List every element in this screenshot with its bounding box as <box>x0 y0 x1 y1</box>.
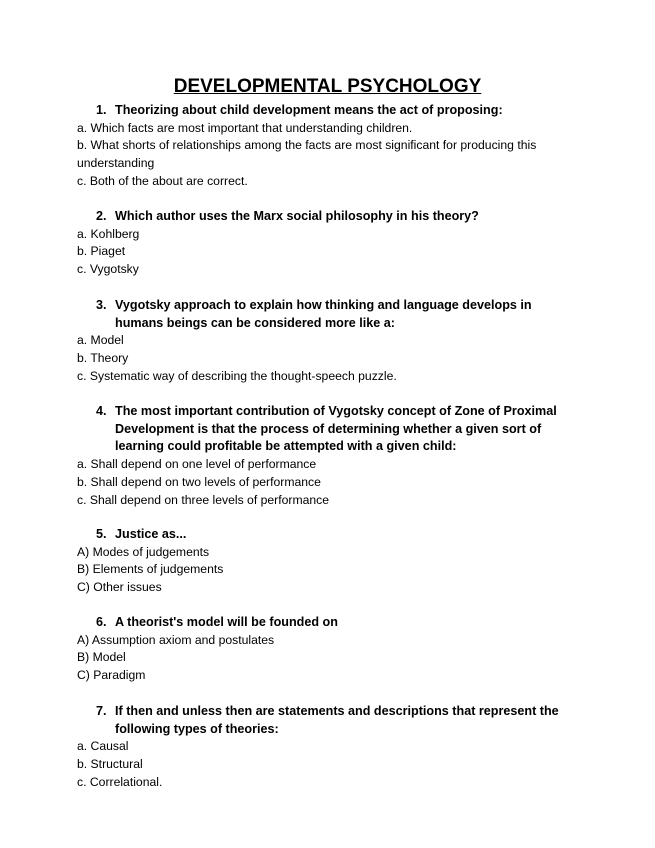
answer-option: a. Causal <box>77 739 129 754</box>
question-1 <box>0 102 655 191</box>
answer-option: b. What shorts of relationships among the facts are most significant for producing this understanding <box>77 138 537 171</box>
answer-option: b. Piaget <box>77 244 126 259</box>
question-3 <box>0 297 655 386</box>
answer-options <box>0 226 655 279</box>
question-4 <box>0 403 655 509</box>
question-text: Vygotsky approach to explain how thinking and language develops in humans beings can be considered more like a: <box>115 298 532 330</box>
question-number: 3. <box>96 298 107 312</box>
question-text: Justice as... <box>115 527 187 541</box>
answer-options <box>0 332 655 385</box>
answer-option: b. Structural <box>77 757 143 772</box>
answer-options <box>0 632 655 685</box>
answer-options <box>0 456 655 509</box>
question-6 <box>0 614 655 685</box>
answer-option: A) Assumption axiom and postulates <box>77 632 275 647</box>
answer-options <box>0 544 655 597</box>
answer-option: b. Shall depend on two levels of performance <box>77 474 321 489</box>
question-7 <box>0 703 655 792</box>
question-number: 6. <box>96 615 107 629</box>
question-number: 4. <box>96 404 107 418</box>
answer-options <box>0 738 655 791</box>
answer-option: C) Paradigm <box>77 668 146 683</box>
answer-options <box>0 120 655 191</box>
question-stem <box>0 102 575 120</box>
answer-option: c. Vygotsky <box>77 262 139 277</box>
question-stem <box>0 703 575 738</box>
answer-option: a. Model <box>77 333 124 348</box>
answer-option: C) Other issues <box>77 580 162 595</box>
question-stem <box>0 614 575 632</box>
answer-option: B) Model <box>77 650 126 665</box>
question-text: A theorist's model will be founded on <box>115 615 338 629</box>
document-title: DEVELOPMENTAL PSYCHOLOGY <box>173 76 482 97</box>
answer-option: c. Shall depend on three levels of performance <box>77 492 330 507</box>
answer-option: a. Shall depend on one level of performance <box>77 457 317 472</box>
question-stem <box>0 297 575 332</box>
answer-option: c. Both of the about are correct. <box>77 173 248 188</box>
question-2 <box>0 208 655 279</box>
answer-option: B) Elements of judgements <box>77 562 224 577</box>
question-text: If then and unless then are statements and descriptions that represent the following types of theories: <box>115 704 559 736</box>
answer-option: A) Modes of judgements <box>77 544 210 559</box>
question-text: Which author uses the Marx social philosophy in his theory? <box>115 209 479 223</box>
question-number: 7. <box>96 704 107 718</box>
answer-option: a. Which facts are most important that understanding children. <box>77 120 413 135</box>
answer-option: c. Systematic way of describing the thought-speech puzzle. <box>77 368 397 383</box>
question-text: Theorizing about child development means the act of proposing: <box>115 103 503 117</box>
answer-option: c. Correlational. <box>77 774 163 789</box>
question-stem <box>0 403 575 456</box>
answer-option: b. Theory <box>77 351 129 366</box>
question-number: 2. <box>96 209 107 223</box>
question-stem <box>0 208 575 226</box>
question-number: 5. <box>96 527 107 541</box>
question-text: The most important contribution of Vygotsky concept of Zone of Proximal Development is that the process of determining whether a given sort of learning could profitable be attempted with a given child: <box>115 404 557 454</box>
question-number: 1. <box>96 103 107 117</box>
question-5 <box>0 526 655 597</box>
answer-option: a. Kohlberg <box>77 226 140 241</box>
question-stem <box>0 526 575 544</box>
